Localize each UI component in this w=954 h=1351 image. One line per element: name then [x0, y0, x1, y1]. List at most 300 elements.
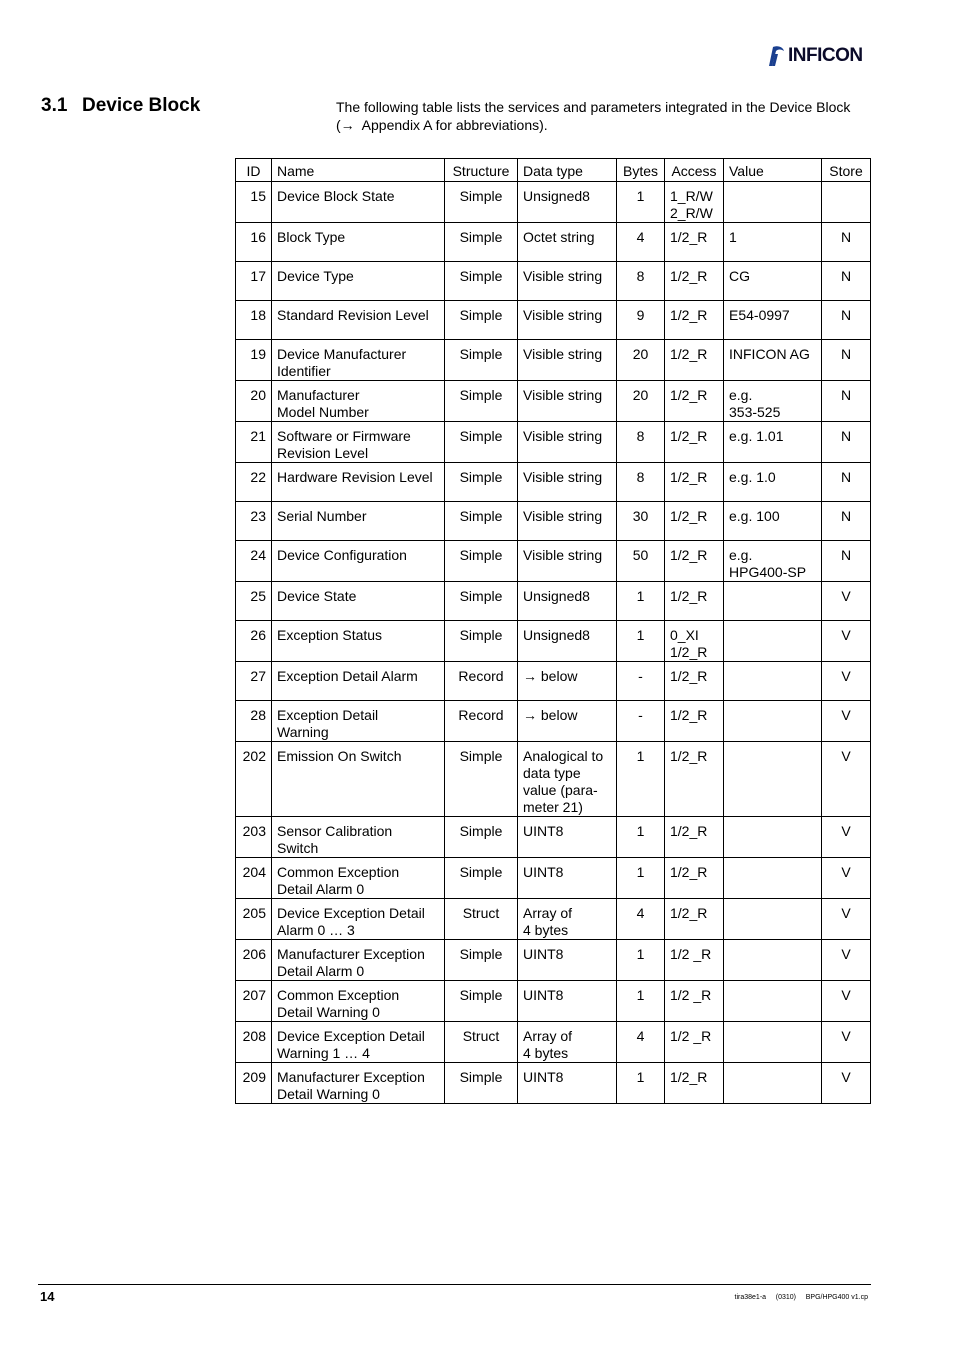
cell-structure: [445, 701, 518, 742]
cell-access: [665, 817, 724, 858]
cell-bytes: [617, 463, 665, 502]
cell-data-type: [518, 381, 617, 422]
cell-store: [822, 662, 871, 701]
cell-line: -: [638, 707, 643, 723]
cell-structure: [445, 662, 518, 701]
cell-store: [822, 817, 871, 858]
section-heading: [41, 95, 200, 117]
cell-data-type: [518, 301, 617, 340]
cell-line: Sensor Calibration: [277, 823, 393, 839]
cell-store: [822, 1022, 871, 1063]
cell-line: Unsigned8: [523, 627, 590, 643]
cell-line: 1/2_R: [670, 644, 708, 660]
cell-line: Manufacturer Exception: [277, 946, 425, 962]
cell-line: 1: [636, 946, 645, 962]
cell-line: Warning 1 … 4: [277, 1045, 370, 1061]
cell-value: [724, 582, 822, 621]
cell-line: 27: [250, 668, 266, 684]
cell-line: 28: [250, 707, 266, 723]
cell-id: [236, 182, 272, 223]
cell-access: [665, 582, 724, 621]
table-row: [236, 1063, 871, 1104]
cell-line: value (para-: [523, 782, 598, 798]
cell-line: 1/2_R: [670, 307, 708, 323]
cell-name: [272, 422, 445, 463]
footer-divider: [38, 1284, 871, 1285]
cell-line: 1/2_R: [670, 823, 708, 839]
cell-line: UINT8: [523, 864, 564, 880]
cell-line: 1/2_R: [670, 428, 708, 444]
cell-line: 15: [250, 188, 266, 204]
cell-id: [236, 858, 272, 899]
cell-line: N: [840, 307, 852, 323]
cell-structure: [445, 899, 518, 940]
cell-structure: [445, 182, 518, 223]
cell-line: 1/2_R: [670, 864, 708, 880]
cell-line: Manufacturer: [277, 387, 360, 403]
cell-line: Record: [458, 668, 504, 684]
cell-name: [272, 541, 445, 582]
cell-bytes: [617, 621, 665, 662]
cell-line: 1/2_R: [670, 547, 708, 563]
cell-bytes: [617, 817, 665, 858]
cell-line: 20: [250, 387, 266, 403]
cell-data-type: [518, 340, 617, 381]
cell-structure: [445, 502, 518, 541]
header-store: Store: [822, 159, 871, 182]
cell-access: [665, 742, 724, 817]
cell-bytes: [617, 981, 665, 1022]
cell-line: Simple: [459, 748, 503, 764]
cell-line: 1: [636, 864, 645, 880]
cell-line: e.g. 1.0: [729, 469, 776, 485]
page-number: 14: [40, 1289, 55, 1304]
cell-name: [272, 463, 445, 502]
cell-line: 1/2_R: [670, 346, 708, 362]
table-row: [236, 301, 871, 340]
cell-line: V: [841, 668, 851, 684]
cell-store: [822, 1063, 871, 1104]
cell-bytes: [617, 1022, 665, 1063]
cell-line: V: [841, 946, 851, 962]
header-bytes: Bytes: [617, 159, 665, 182]
cell-line: 25: [250, 588, 266, 604]
cell-store: [822, 541, 871, 582]
cell-id: [236, 463, 272, 502]
cell-line: 8: [636, 428, 645, 444]
cell-line: 9: [636, 307, 645, 323]
cell-bytes: [617, 340, 665, 381]
cell-line: Serial Number: [277, 508, 367, 524]
cell-id: [236, 1022, 272, 1063]
cell-value: [724, 223, 822, 262]
cell-store: [822, 301, 871, 340]
cell-line: Struct: [462, 1028, 500, 1044]
cell-value: [724, 940, 822, 981]
cell-line: N: [840, 229, 852, 245]
cell-store: [822, 262, 871, 301]
cell-access: [665, 899, 724, 940]
cell-value: [724, 422, 822, 463]
cell-line: INFICON AG: [729, 346, 810, 362]
cell-line: 1/2_R: [670, 668, 708, 684]
cell-line: N: [840, 508, 852, 524]
cell-line: Simple: [459, 1069, 503, 1085]
cell-line: Manufacturer Exception: [277, 1069, 425, 1085]
cell-line: 208: [242, 1028, 266, 1044]
cell-line: Exception Detail Alarm: [277, 668, 418, 684]
cell-bytes: [617, 742, 665, 817]
cell-line: 1: [636, 188, 645, 204]
cell-bytes: [617, 701, 665, 742]
cell-line: 1/2_R: [670, 229, 708, 245]
cell-line: Simple: [459, 268, 503, 284]
cell-line: 2_R/W: [670, 205, 713, 221]
header-value: Value: [724, 159, 822, 182]
cell-data-type: [518, 582, 617, 621]
cell-line: Simple: [459, 387, 503, 403]
table-row: [236, 940, 871, 981]
cell-line: Detail Warning 0: [277, 1004, 380, 1020]
cell-line: 204: [242, 864, 266, 880]
cell-line: Block Type: [277, 229, 346, 245]
table-row: [236, 182, 871, 223]
cell-id: [236, 742, 272, 817]
cell-line: 203: [242, 823, 266, 839]
cell-access: [665, 422, 724, 463]
cell-name: [272, 301, 445, 340]
cell-line: 23: [250, 508, 266, 524]
cell-line: 1/2 _R: [670, 987, 712, 1003]
cell-structure: [445, 541, 518, 582]
cell-access: [665, 541, 724, 582]
cell-line: Record: [458, 707, 504, 723]
brand-logo: [766, 44, 863, 68]
cell-line: Model Number: [277, 404, 369, 420]
cell-line: meter 21): [523, 799, 583, 815]
cell-line: UINT8: [523, 946, 564, 962]
cell-line: 1_R/W: [670, 188, 713, 204]
cell-access: [665, 301, 724, 340]
cell-value: [724, 381, 822, 422]
cell-bytes: [617, 301, 665, 340]
cell-line: Warning: [277, 724, 329, 740]
cell-structure: [445, 223, 518, 262]
cell-name: [272, 1022, 445, 1063]
cell-id: [236, 1063, 272, 1104]
cell-access: [665, 621, 724, 662]
cell-access: [665, 463, 724, 502]
cell-line: Device Exception Detail: [277, 1028, 425, 1044]
cell-access: [665, 940, 724, 981]
table-row: [236, 381, 871, 422]
cell-bytes: [617, 662, 665, 701]
cell-name: [272, 940, 445, 981]
cell-id: [236, 502, 272, 541]
brand-name: INFICON: [788, 45, 863, 66]
cell-line: Hardware Revision Level: [277, 469, 433, 485]
cell-line: Simple: [459, 346, 503, 362]
cell-id: [236, 940, 272, 981]
cell-line: Simple: [459, 188, 503, 204]
cell-store: [822, 223, 871, 262]
cell-line: 1/2_R: [670, 588, 708, 604]
cell-line: e.g.: [729, 387, 753, 403]
cell-line: 1/2_R: [670, 469, 708, 485]
cell-line: Device Type: [277, 268, 354, 284]
cell-line: 4: [636, 1028, 645, 1044]
cell-line: 1/2_R: [670, 707, 708, 723]
cell-line: 26: [250, 627, 266, 643]
cell-id: [236, 262, 272, 301]
cell-line: 4 bytes: [523, 1045, 569, 1061]
table-row: [236, 899, 871, 940]
table-row: [236, 223, 871, 262]
cell-store: [822, 621, 871, 662]
cell-line: Analogical to: [523, 748, 604, 764]
cell-data-type: [518, 701, 617, 742]
cell-line: Visible string: [523, 469, 603, 485]
cell-line: V: [841, 627, 851, 643]
cell-name: [272, 981, 445, 1022]
cell-data-type: [518, 541, 617, 582]
cell-bytes: [617, 858, 665, 899]
cell-structure: [445, 817, 518, 858]
cell-line: Exception Status: [277, 627, 383, 643]
cell-line: UINT8: [523, 1069, 564, 1085]
table-row: [236, 742, 871, 817]
cell-structure: [445, 340, 518, 381]
cell-data-type: [518, 1022, 617, 1063]
cell-line: V: [841, 1069, 851, 1085]
cell-line: Detail Alarm 0: [277, 881, 365, 897]
cell-id: [236, 340, 272, 381]
table-row: [236, 621, 871, 662]
cell-data-type: [518, 621, 617, 662]
cell-line: 20: [632, 346, 649, 362]
cell-data-type: [518, 182, 617, 223]
cell-line: Switch: [277, 840, 319, 856]
cell-structure: [445, 262, 518, 301]
cell-line: 8: [636, 268, 645, 284]
cell-value: [724, 742, 822, 817]
cell-name: [272, 701, 445, 742]
cell-value: [724, 502, 822, 541]
cell-line: 1/2 _R: [670, 946, 712, 962]
cell-name: [272, 858, 445, 899]
cell-line: data type: [523, 765, 581, 781]
cell-structure: [445, 981, 518, 1022]
cell-data-type: [518, 899, 617, 940]
cell-data-type: [518, 223, 617, 262]
cell-line: 4: [636, 229, 645, 245]
cell-id: [236, 582, 272, 621]
cell-line: Device Manufacturer: [277, 346, 407, 362]
cell-line: 1: [636, 627, 645, 643]
cell-name: [272, 223, 445, 262]
cell-access: [665, 502, 724, 541]
table-row: [236, 502, 871, 541]
cell-line: 22: [250, 469, 266, 485]
cell-line: 353-525: [729, 404, 781, 420]
cell-value: [724, 701, 822, 742]
cell-value: [724, 662, 822, 701]
cell-line: Array of: [523, 905, 573, 921]
section-title: Device Block: [82, 95, 201, 116]
cell-id: [236, 899, 272, 940]
cell-access: [665, 1022, 724, 1063]
cell-data-type: [518, 662, 617, 701]
cell-structure: [445, 301, 518, 340]
cell-bytes: [617, 541, 665, 582]
cell-value: [724, 340, 822, 381]
cell-line: N: [840, 387, 852, 403]
cell-store: [822, 981, 871, 1022]
cell-line: Alarm 0 … 3: [277, 922, 355, 938]
cell-name: [272, 582, 445, 621]
cell-id: [236, 223, 272, 262]
cell-line: Device Block State: [277, 188, 395, 204]
cell-line: Simple: [459, 588, 503, 604]
table-row: [236, 262, 871, 301]
cell-line: Simple: [459, 946, 503, 962]
cell-name: [272, 340, 445, 381]
cell-bytes: [617, 182, 665, 223]
cell-line: Standard Revision Level: [277, 307, 429, 323]
cell-value: [724, 541, 822, 582]
cell-data-type: [518, 817, 617, 858]
cell-bytes: [617, 899, 665, 940]
cell-value: [724, 1063, 822, 1104]
cell-id: [236, 817, 272, 858]
cell-line: V: [841, 987, 851, 1003]
cell-access: [665, 381, 724, 422]
cell-data-type: [518, 940, 617, 981]
cell-line: 21: [250, 428, 266, 444]
cell-line: 1: [729, 229, 737, 245]
cell-structure: [445, 582, 518, 621]
cell-line: Revision Level: [277, 445, 369, 461]
cell-store: [822, 858, 871, 899]
cell-line: Simple: [459, 508, 503, 524]
cell-line: Common Exception: [277, 987, 400, 1003]
cell-line: 1/2_R: [670, 268, 708, 284]
cell-data-type: [518, 1063, 617, 1104]
cell-store: [822, 182, 871, 223]
cell-id: [236, 621, 272, 662]
cell-line: Simple: [459, 987, 503, 1003]
cell-value: [724, 301, 822, 340]
cell-access: [665, 182, 724, 223]
cell-name: [272, 621, 445, 662]
cell-line: 1: [636, 1069, 645, 1085]
cell-line: 16: [250, 229, 266, 245]
cell-line: 24: [250, 547, 266, 563]
cell-line: HPG400-SP: [729, 564, 807, 580]
device-block-table: [235, 158, 871, 1104]
cell-value: [724, 621, 822, 662]
table-row: [236, 463, 871, 502]
cell-line: Visible string: [523, 387, 603, 403]
cell-value: [724, 262, 822, 301]
cell-line: 1: [636, 748, 645, 764]
cell-access: [665, 981, 724, 1022]
cell-line: Visible string: [523, 547, 603, 563]
table-row: [236, 662, 871, 701]
cell-id: [236, 541, 272, 582]
cell-line: 1/2_R: [670, 905, 708, 921]
cell-line: N: [840, 346, 852, 362]
cell-line: V: [841, 748, 851, 764]
cell-bytes: [617, 381, 665, 422]
table-row: [236, 422, 871, 463]
cell-access: [665, 340, 724, 381]
cell-access: [665, 262, 724, 301]
cell-name: [272, 502, 445, 541]
cell-line: Struct: [462, 905, 500, 921]
cell-line: V: [841, 707, 851, 723]
cell-bytes: [617, 940, 665, 981]
header-data-type: Data type: [518, 159, 617, 182]
cell-value: [724, 1022, 822, 1063]
document-reference: tira38e1-a (0310) BPG/HPG400 v1.cp: [734, 1294, 868, 1301]
cell-store: [822, 701, 871, 742]
cell-bytes: [617, 1063, 665, 1104]
cell-store: [822, 582, 871, 621]
cell-store: [822, 463, 871, 502]
cell-structure: [445, 1022, 518, 1063]
cell-data-type: [518, 262, 617, 301]
cell-line: N: [840, 268, 852, 284]
cell-line: → below: [523, 707, 578, 723]
cell-structure: [445, 463, 518, 502]
cell-line: e.g. 1.01: [729, 428, 784, 444]
cell-id: [236, 981, 272, 1022]
cell-access: [665, 858, 724, 899]
cell-line: Visible string: [523, 428, 603, 444]
cell-line: Simple: [459, 547, 503, 563]
cell-line: 17: [250, 268, 266, 284]
cell-value: [724, 463, 822, 502]
cell-store: [822, 742, 871, 817]
table-row: [236, 858, 871, 899]
arrow-right-icon: →: [340, 117, 355, 133]
cell-line: 0_XI: [670, 627, 699, 643]
cell-line: Device Exception Detail: [277, 905, 425, 921]
cell-line: CG: [729, 268, 750, 284]
cell-line: Simple: [459, 469, 503, 485]
cell-bytes: [617, 502, 665, 541]
cell-data-type: [518, 422, 617, 463]
cell-line: Octet string: [523, 229, 595, 245]
cell-line: 206: [242, 946, 266, 962]
cell-line: Identifier: [277, 363, 331, 379]
cell-name: [272, 381, 445, 422]
table-header-row: [236, 159, 871, 182]
cell-line: e.g.: [729, 547, 753, 563]
cell-line: → below: [523, 668, 578, 684]
table-row: [236, 582, 871, 621]
cell-line: Simple: [459, 823, 503, 839]
cell-bytes: [617, 582, 665, 621]
cell-line: 30: [632, 508, 649, 524]
cell-line: Simple: [459, 229, 503, 245]
cell-line: 1: [636, 823, 645, 839]
cell-data-type: [518, 502, 617, 541]
cell-line: Detail Warning 0: [277, 1086, 380, 1102]
cell-name: [272, 1063, 445, 1104]
cell-data-type: [518, 463, 617, 502]
